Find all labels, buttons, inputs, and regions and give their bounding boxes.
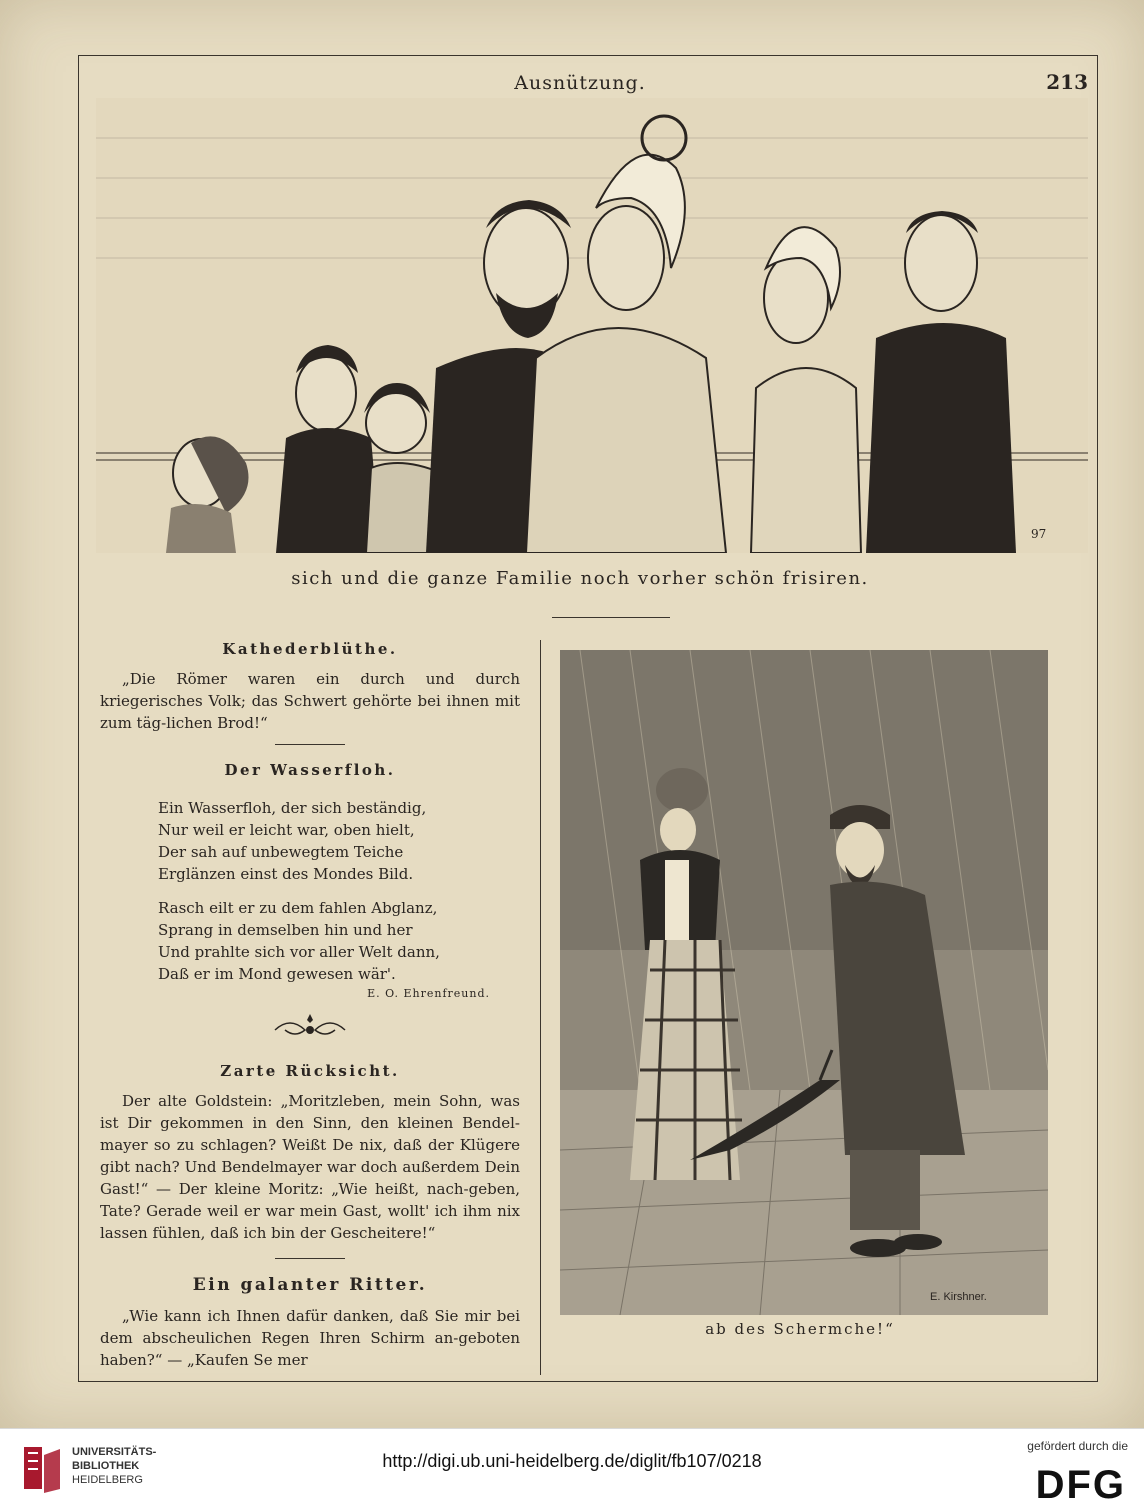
page-header-title: Ausnützung. xyxy=(514,72,646,94)
section-divider xyxy=(552,617,670,618)
article-title-galanter-ritter: Ein galanter Ritter. xyxy=(192,1275,428,1295)
divider xyxy=(275,1258,345,1259)
article-body-kathederbluethe: „Die Römer waren ein durch und durch kriegerisches Volk; das Schwert gehörte bei ihnen mit zum täg-lichen Brod!“ xyxy=(100,670,520,732)
source-url-link[interactable]: http://digi.ub.uni-heidelberg.de/diglit/fb107/0218 xyxy=(382,1451,762,1471)
library-name-line3: HEIDELBERG xyxy=(72,1474,143,1486)
divider xyxy=(275,744,345,745)
library-name-line2: BIBLIOTHEK xyxy=(72,1460,140,1472)
illustration-signature: 97 xyxy=(1031,527,1047,541)
rain-scene-illustration xyxy=(560,650,1048,1315)
top-caption: sich und die ganze Familie noch vorher schön frisiren. xyxy=(291,568,869,589)
library-name-line1: UNIVERSITÄTS- xyxy=(72,1446,157,1458)
funder-label: gefördert durch die xyxy=(1027,1439,1128,1453)
left-column xyxy=(100,640,520,1371)
poem-author: E. O. Ehrenfreund. xyxy=(367,987,490,1000)
dfg-logo: DFG xyxy=(1035,1463,1126,1507)
ornament-icon xyxy=(100,1012,520,1046)
right-caption: ab des Schermche!“ xyxy=(705,1320,895,1338)
article-title-kathederbluethe: Kathederblüthe. xyxy=(222,640,398,658)
family-illustration xyxy=(96,98,1088,553)
poem-stanza-2: Rasch eilt er zu dem fahlen Abglanz, Sprang in demselben hin und her Und prahlte sich vor aller Welt dann, Daß er im Mond gewesen wär'. xyxy=(158,899,440,983)
poem-title: Der Wasserfloh. xyxy=(224,761,396,779)
column-divider xyxy=(540,640,541,1375)
page-number: 213 xyxy=(1046,70,1088,94)
footer-bar xyxy=(0,1428,1144,1511)
poem-stanza-1: Ein Wasserfloh, der sich beständig, Nur weil er leicht war, oben hielt, Der sah auf unbewegtem Teiche Erglänzen einst des Mondes Bild. xyxy=(158,799,427,883)
illustration-signature: E. Kirshner. xyxy=(930,1291,987,1303)
article-title-zarte-ruecksicht: Zarte Rücksicht. xyxy=(220,1062,400,1080)
article-body-zarte-ruecksicht: Der alte Goldstein: „Moritzleben, mein Sohn, was ist Dir gekommen in den Sinn, den kleinen Bendel-mayer so zu schlagen? Weißt De nix, daß der Klügere gibt nach? Und Bendelmayer war doch außerdem Dein Gast!“ — Der kleine Moritz: „Wie heißt, nach-geben, Tate? Gerade weil er war mein Gast, wollt' ich ihm nix lassen fühlen, daß ich bin der Gescheitere!“ xyxy=(100,1092,520,1242)
article-body-galanter-ritter: „Wie kann ich Ihnen dafür danken, daß Sie mir bei dem abscheulichen Regen Ihren Schirm an-geboten haben?“ — „Kaufen Se mer xyxy=(100,1307,520,1369)
